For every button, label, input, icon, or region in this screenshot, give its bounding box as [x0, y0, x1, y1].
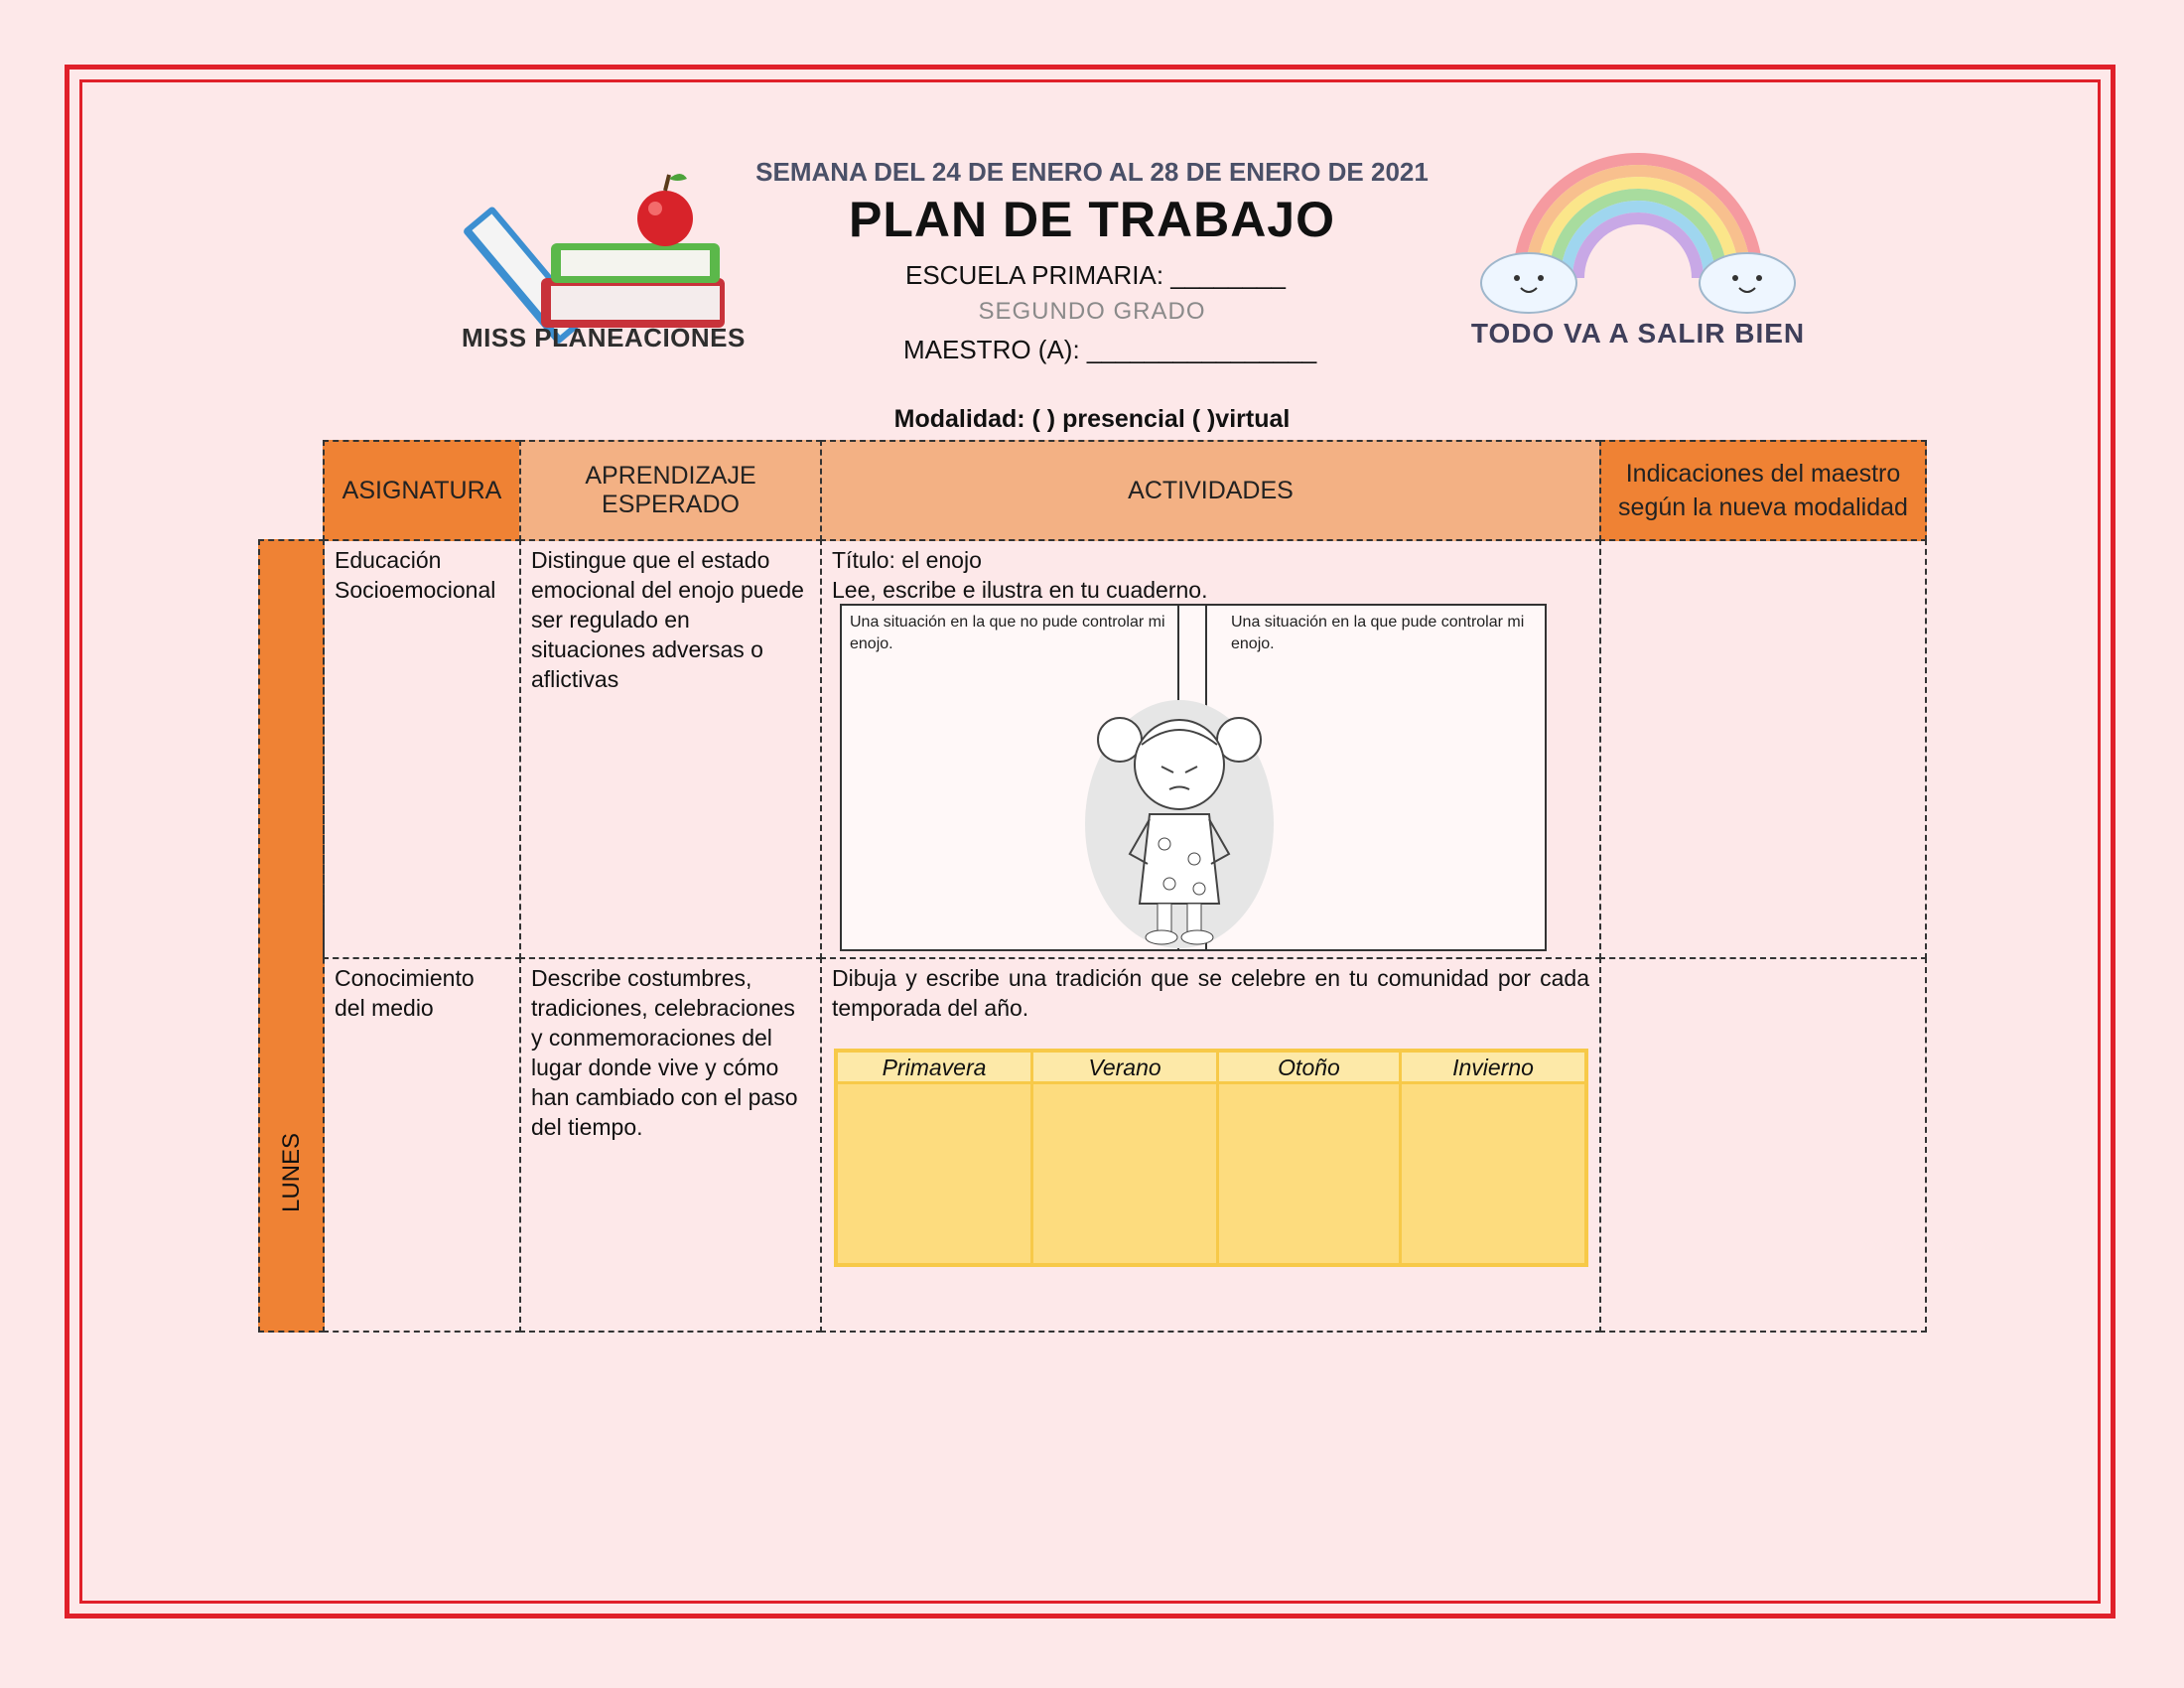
- season-winter: Invierno: [1402, 1053, 1584, 1084]
- emotion-worksheet: [840, 604, 1547, 951]
- row2-indications: [1599, 957, 1927, 1333]
- season-spring: Primavera: [838, 1053, 1033, 1084]
- season-cell: [1219, 1084, 1402, 1263]
- row1-subject: Educación Socioemocional: [323, 539, 521, 959]
- angry-girl-illustration: [1080, 695, 1279, 948]
- row2-subject: Conocimiento del medio: [323, 957, 521, 1333]
- season-cell: [1033, 1084, 1219, 1263]
- row2-learning: Describe costumbres, tradiciones, celebraciones y conmemoraciones del lugar donde vive y cómo han cambiado con el paso del tiempo.: [519, 957, 822, 1333]
- box-right-label: Una situación en la que pude controlar mi enojo.: [1231, 614, 1525, 652]
- school-field: ESCUELA PRIMARIA: ________: [905, 260, 1286, 290]
- box-left-label: Una situación en la que no pude controlar mi enojo.: [850, 614, 1165, 652]
- row1-indications: [1599, 539, 1927, 959]
- row2-activity-text: Dibuja y escribe una tradición que se celebre en tu comunidad por cada temporada del año.: [832, 965, 1589, 1021]
- slogan: TODO VA A SALIR BIEN: [1470, 318, 1806, 349]
- modality-line: Modalidad: ( ) presencial ( )virtual: [893, 405, 1291, 433]
- row1-activity-title: Título: el enojo: [832, 547, 982, 573]
- season-cell: [838, 1084, 1033, 1263]
- season-autumn: Otoño: [1219, 1053, 1402, 1084]
- page-title: PLAN DE TRABAJO: [848, 192, 1336, 247]
- seasons-table: [834, 1049, 1588, 1267]
- header-learning: APRENDIZAJE ESPERADO: [519, 440, 822, 541]
- brand-name: MISS PLANEACIONES: [462, 323, 746, 352]
- header-subject: ASIGNATURA: [323, 440, 521, 541]
- season-summer: Verano: [1033, 1053, 1219, 1084]
- rainbow-logo: [1469, 129, 1807, 328]
- grade-label: SEGUNDO GRADO: [978, 298, 1206, 325]
- day-column: [258, 539, 325, 1333]
- row1-learning: Distingue que el estado emocional del enojo puede ser regulado en situaciones adversas o aflictivas: [519, 539, 822, 959]
- day-label: LUNES: [277, 1132, 305, 1213]
- week-range: SEMANA DEL 24 DE ENERO AL 28 DE ENERO DE 2021: [755, 157, 1429, 187]
- header-indications: Indicaciones del maestro según la nueva modalidad: [1599, 440, 1927, 541]
- header-activities: ACTIVIDADES: [820, 440, 1601, 541]
- row1-activity-text: Lee, escribe e ilustra en tu cuaderno.: [832, 577, 1208, 603]
- teacher-field: MAESTRO (A): ________________: [903, 335, 1317, 364]
